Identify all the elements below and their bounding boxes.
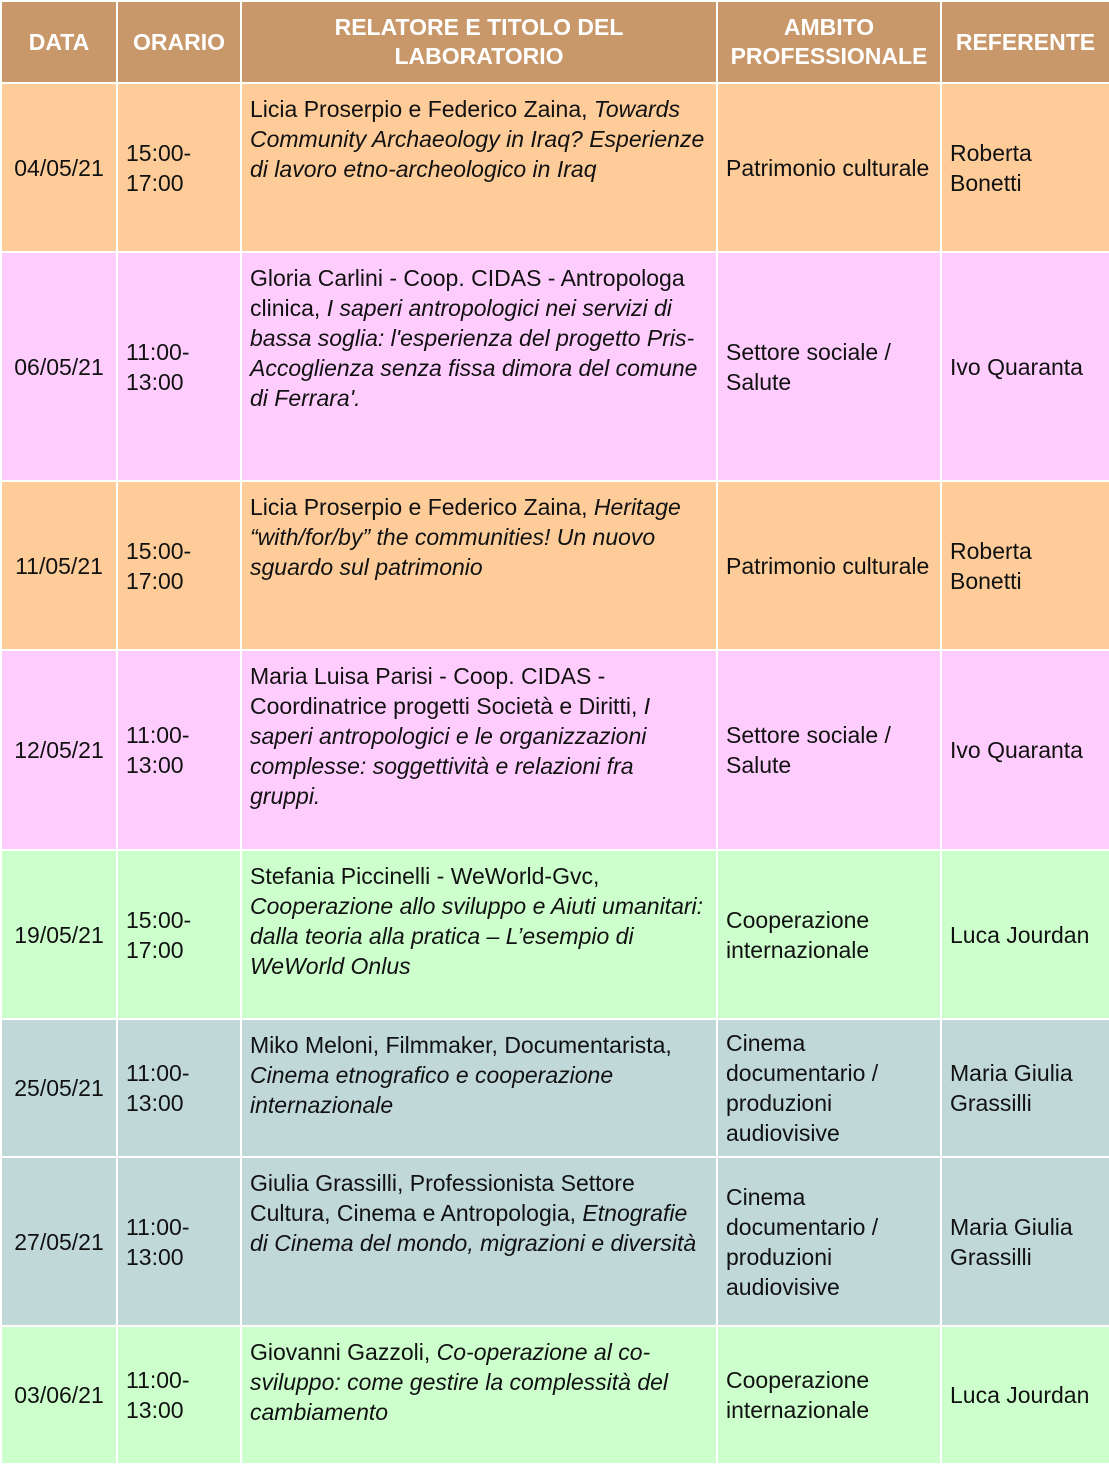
referent-cell: Ivo Quaranta — [941, 650, 1109, 850]
table-row — [1, 1326, 1109, 1464]
title-cell — [241, 1019, 717, 1157]
title-cell — [241, 481, 717, 650]
referent-cell: Luca Jourdan — [941, 850, 1109, 1019]
table-row — [1, 83, 1109, 252]
table-row — [1, 650, 1109, 850]
speaker-text: Maria Luisa Parisi - Coop. CIDAS - Coordinatrice progetti Società e Diritti, — [250, 663, 644, 719]
field-cell: Cinema documentario / produzioni audiovisive — [717, 1019, 941, 1157]
table-row — [1, 252, 1109, 481]
field-cell: Cooperazione internazionale — [717, 1326, 941, 1464]
speaker-text: Giovanni Gazzoli, — [250, 1339, 437, 1365]
date-cell: 12/05/21 — [1, 650, 117, 850]
speaker-text: Giulia Grassilli, Professionista Settore Cultura, Cinema e Antropologia, — [250, 1170, 635, 1226]
time-cell: 11:00-13:00 — [117, 1326, 241, 1464]
speaker-text: Gloria Carlini - Coop. CIDAS - Antropologa clinica, — [250, 265, 685, 321]
time-cell: 11:00-13:00 — [117, 252, 241, 481]
workshop-title: I saperi antropologici e le organizzazioni complesse: soggettività e relazioni fra gruppi. — [250, 693, 651, 809]
workshop-title: I saperi antropologici nei servizi di bassa soglia: l'esperienza del progetto Pris-Accoglienza senza fissa dimora del comune di Ferrara'. — [250, 295, 698, 411]
time-cell: 11:00-13:00 — [117, 1019, 241, 1157]
header-orario: ORARIO — [117, 1, 241, 83]
time-cell: 15:00-17:00 — [117, 481, 241, 650]
speaker-text: Licia Proserpio e Federico Zaina, — [250, 96, 594, 122]
workshop-title: Co-operazione al co-sviluppo: come gestire la complessità del cambiamento — [250, 1339, 669, 1425]
field-cell: Patrimonio culturale — [717, 83, 941, 252]
header-row — [1, 1, 1109, 83]
date-cell: 19/05/21 — [1, 850, 117, 1019]
field-cell: Cinema documentario / produzioni audiovisive — [717, 1157, 941, 1326]
field-cell: Cooperazione internazionale — [717, 850, 941, 1019]
title-cell — [241, 252, 717, 481]
field-cell: Settore sociale / Salute — [717, 650, 941, 850]
field-cell: Settore sociale / Salute — [717, 252, 941, 481]
time-cell: 11:00-13:00 — [117, 1157, 241, 1326]
date-cell: 04/05/21 — [1, 83, 117, 252]
referent-cell: Maria Giulia Grassilli — [941, 1019, 1109, 1157]
time-cell: 11:00-13:00 — [117, 650, 241, 850]
date-cell: 06/05/21 — [1, 252, 117, 481]
table-row — [1, 1019, 1109, 1157]
header-ambito: AMBITO PROFESSIONALE — [717, 1, 941, 83]
title-cell — [241, 1157, 717, 1326]
date-cell: 11/05/21 — [1, 481, 117, 650]
speaker-text: Stefania Piccinelli - WeWorld-Gvc, — [250, 863, 600, 889]
title-cell — [241, 1326, 717, 1464]
table-row — [1, 850, 1109, 1019]
workshop-title: Towards Community Archaeology in Iraq? Esperienze di lavoro etno-archeologico in Iraq — [250, 96, 705, 182]
speaker-text: Licia Proserpio e Federico Zaina, — [250, 494, 594, 520]
title-cell — [241, 850, 717, 1019]
referent-cell: Luca Jourdan — [941, 1326, 1109, 1464]
table-row — [1, 481, 1109, 650]
date-cell: 27/05/21 — [1, 1157, 117, 1326]
table-row — [1, 1157, 1109, 1326]
speaker-text: Miko Meloni, Filmmaker, Documentarista, — [250, 1032, 672, 1058]
title-cell — [241, 650, 717, 850]
header-relatore: RELATORE E TITOLO DEL LABORATORIO — [241, 1, 717, 83]
header-data: DATA — [1, 1, 117, 83]
field-cell: Patrimonio culturale — [717, 481, 941, 650]
referent-cell: Roberta Bonetti — [941, 481, 1109, 650]
time-cell: 15:00-17:00 — [117, 83, 241, 252]
referent-cell: Maria Giulia Grassilli — [941, 1157, 1109, 1326]
date-cell: 25/05/21 — [1, 1019, 117, 1157]
date-cell: 03/06/21 — [1, 1326, 117, 1464]
time-cell: 15:00-17:00 — [117, 850, 241, 1019]
workshop-title: Heritage “with/for/by” the communities! Un nuovo sguardo sul patrimonio — [250, 494, 681, 580]
title-cell — [241, 83, 717, 252]
workshop-title: Cooperazione allo sviluppo e Aiuti umanitari: dalla teoria alla pratica – L’esempio di WeWorld Onlus — [250, 893, 704, 979]
referent-cell: Roberta Bonetti — [941, 83, 1109, 252]
header-referente: REFERENTE — [941, 1, 1109, 83]
workshop-title: Etnografie di Cinema del mondo, migrazioni e diversità — [250, 1200, 697, 1256]
referent-cell: Ivo Quaranta — [941, 252, 1109, 481]
workshop-title: Cinema etnografico e cooperazione internazionale — [250, 1062, 614, 1118]
